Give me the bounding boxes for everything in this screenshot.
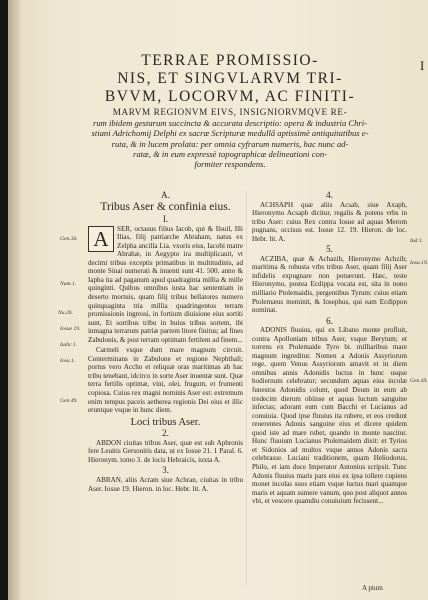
margin-note: Iosu.1. (60, 358, 76, 364)
section-heading: Tribus Aser & confinia eius. (100, 200, 231, 213)
entry-number: I. (162, 214, 169, 225)
margin-note: Iosu.19. (410, 260, 428, 266)
entry-paragraph: ACHSAPH quæ aliis Acsab, siue Axaph, Hieronymo Acsaph dicitur, regalis & potens vrbs in tribu Aser: cuius Rex contra Iosue ad aquas Merom pugnans, occisus est. Iosue 12. 19. Hieron. de loc. Hebr. lit. A. (252, 200, 407, 243)
margin-note: Gen.30. (60, 236, 78, 242)
title-italic-4: ratæ, & in eum expressè topographicæ delineationi con- (133, 148, 327, 159)
folio-number: I (420, 58, 425, 73)
subsection-heading: Loci tribus Aser. (130, 416, 201, 428)
margin-note: Gen.49. (410, 378, 428, 384)
margin-note: Iud.1. (410, 238, 424, 244)
title-italic-1: rum ibidem gestarum succincta & accurata descriptio: opera & industria Chri- (92, 118, 368, 128)
right-column (252, 190, 407, 508)
title-italic-5: formiter respondens. (194, 159, 266, 170)
entry-paragraph (88, 225, 243, 345)
title-line-3: BVVM, LOCORVM, AC FINITI- (104, 88, 356, 105)
entry-number: 4. (326, 190, 333, 200)
section-letter: A. (161, 190, 170, 200)
entry-number: 3. (162, 465, 169, 476)
title-line-1: TERRAE PROMISSIO- (141, 52, 319, 69)
entry-paragraph-continued: Carmeli vsque dum mare magnum circuit. Conterminans in Zabulone et regione Nephthali; portus vero Accho et reliquæ oras maritimas ab hac tribu tenebant, idcirco in sorte Aser inuentæ sunt. Quæ terra fertilis optimæ, vini, olei, frugum, et frumenti copiosa. Cuius rex magni nominis Aser est: extremum enim tempus paceis aetherea regionis Dei eius et illic eruntque vsque in hunc diem. (88, 346, 243, 415)
entry-text: SER, octauus filius Iacob, qui & Ilsuil, Illi Ilias, filij patriarche Abraham, natus ex Zelpha ancilla Lia. vxoris eius, Iacobi matre Abrahæ, in Aegypto ira multiplicauit, vt decimi tribus exceptis primatibus in multitudinis, ad monte Sinai numerati & inuenti sunt 41. 500. anno & Iapha ita ad paganum apud quadraginta millia & mille quinginti. Quibus omnibus iusta hac sententiam in deserto mortuis, quam filij tribus bellatores numero quinquaginta tria millia quadringentos terram promissionis ingressi, in fortium diuisione eius sortiti sunt, Et sortibus tribu in huius tribus sortem, ibi inmagna terrarum patriæ partem litore finitus; ad fines Zabulonis, & post terram optimam fertilem ad finem... (88, 224, 243, 344)
page-title-block (42, 52, 418, 169)
entry-number: 6. (326, 315, 333, 326)
title-line-2: NIS, ET SINGVLARVM TRI- (117, 70, 343, 87)
entry-paragraph: ABDON ciuitas tribus Aser, quæ est sub Aphronis fere Leuitis Gersonitis data, ut ex Iosue 21. 1 Paral. 6. Hieronym. tomo 3. de locis Hebraicis, iuxta A. (88, 438, 243, 464)
margin-note: Num.1. (60, 281, 77, 287)
margin-note: Iudic.1. (60, 342, 78, 348)
entry-number: 2. (162, 428, 169, 439)
entry-paragraph: ACZIBA, quæ & Achazib, Hieronymo Achzib; maritima & robusta vrbs tribus Aser, quam filij Aser infidelis expugnare non potuerunt. Hæc, teste Hieronymo, postea Ecdippa vocata est, sita in nono milliario Ptolemaidis, pergentibus Tyrum: cuius etiam Ptolemæus meminit, & Iosephus, qui eam Ecdippon nominat. (252, 254, 407, 315)
title-italic-2: stiani Adrichomij Delphi ex sacræ Scripturæ medullâ aptissimè antiquitatibus e- (91, 128, 369, 139)
column-divider (246, 190, 247, 585)
left-column (88, 190, 243, 495)
entry-number: 5. (326, 244, 333, 255)
binding-gutter (8, 0, 22, 600)
catchword: A pium (362, 584, 383, 592)
entry-paragraph: ABRAN, aliis Acram siue Achran, ciuitas in tribu Aser. Iosue 19. Hieron. in loc. Hebr. lit. A. (88, 475, 243, 493)
title-line-4: MARVM REGIONVM EIVS, INSIGNIORVMQVE RE- (112, 107, 348, 117)
title-italic-3: ruta, & in lucem prolata: per omnia cyfrarum numeris, hac nunc ad- (111, 138, 349, 149)
entry-paragraph: ADONIS fluuius, qui ex Libano monte profluit, contra Apolloniam tribus Aser, vsque Berytum; et torrens ex Ptolemaide Tyro bi. milliaribus mare magnum ingreditur. Nomen a Adonis Assyriorum rege, quem Venus Assyriorum amavit et in diem omnibus annis Adonidis luctus in hunc usque hodiernum celebratur; secundum aquas eius incolæ funestos Adonidis colunt, quod Deum in eum ab tredecim dierum obiisse et aquas luctum sanguine infectas; adorant eum cum Bacchi et Lucianus ad conuiuia. Quod ipse fluuius ita rubere, et eos credunt reuerentes Adonis sanguine eius et dicere quidem quod iste ad mare rubet, quando in monte nascitur. Hunc fluuium Lucianus Ptolemaidem dixit: et Tyrios et Sidonios ad multos vsque annos Adonis sacra celebrasse. Luciani traditionem, quam Heliodorus, Philo, et iam duce Imperator Antonius scripsit. Tunc Adonis fluuius maris pars eius ex ipsa tollere cupiens monet incolas suos etiam vsque luctus mari quamque maris et aquam sumere vanum, quo post aliquot annos vbi, et vescere quamdiu conuiuium fecissent... (252, 326, 407, 506)
margin-note: Gen.49. (60, 398, 78, 404)
margin-note: Nu.26. (58, 310, 73, 316)
book-page (8, 0, 428, 600)
drop-cap: A (88, 226, 114, 252)
margin-note: Iosue 19. (60, 326, 81, 332)
